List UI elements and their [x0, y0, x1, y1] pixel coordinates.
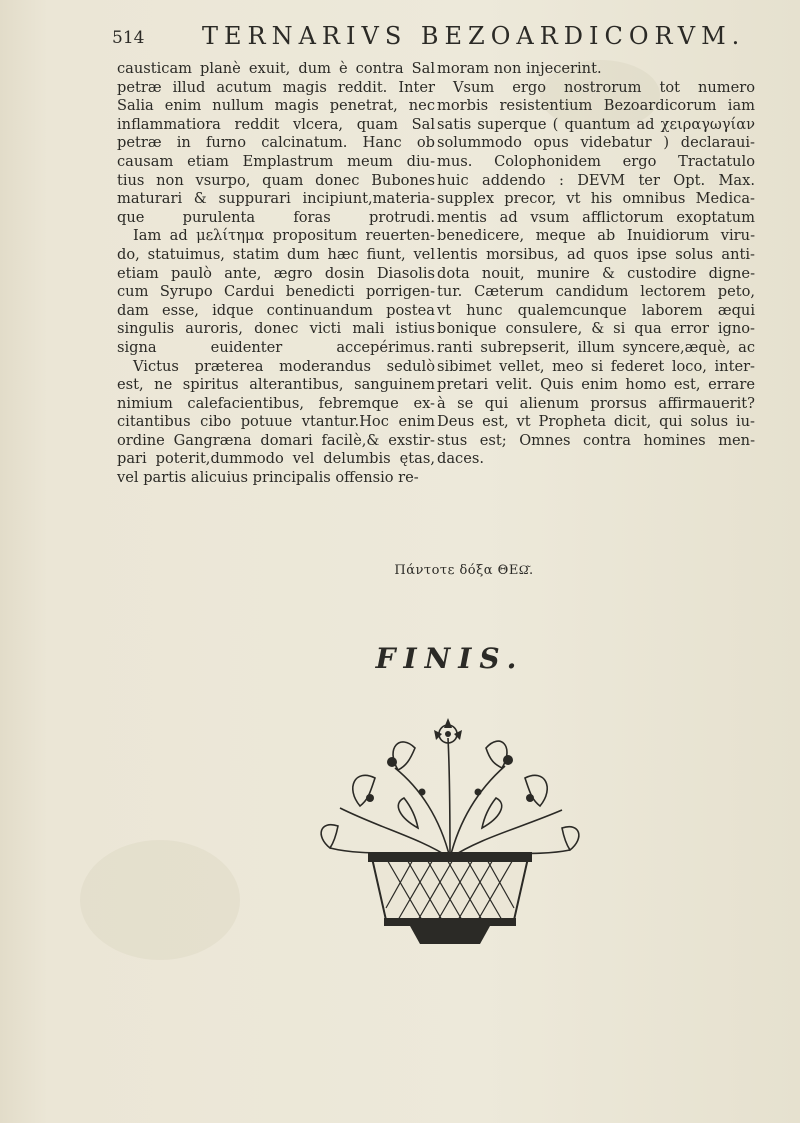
text-line: Salia enim nullum magis penetrat, nec [117, 97, 435, 115]
text-line: petræ in furno calcinatum. Hanc ob [117, 134, 435, 152]
paper-stain [80, 840, 240, 960]
text-line: satis superque ( quantum ad χειραγωγίαν [437, 115, 755, 133]
text-line: tius non vsurpo, quam donec Bubones [117, 171, 435, 189]
text-line: mentis ad vsum afflictorum exoptatum [437, 208, 755, 226]
text-line: stus est; Omnes contra homines men- [437, 431, 755, 449]
text-line: vel partis alicuius principalis offensio re- [117, 469, 419, 487]
text-line: signa euidenter accepérimus. [117, 338, 435, 356]
right-text-column [437, 60, 755, 469]
text-line: singulis auroris, donec victi mali istius [117, 320, 435, 338]
ornament-basket [368, 852, 532, 944]
text-line: bonique consulere, & si qua error igno- [437, 320, 755, 338]
flower-basket-ornament [300, 708, 600, 954]
text-line: huic addendo : DEVM ter Opt. Max. [437, 171, 755, 189]
page-header [112, 22, 792, 56]
text-line: pari poterit,dummodo vel delumbis ętas, [117, 450, 435, 468]
text-line: causticam planè exuit, dum è contra Sal [117, 60, 435, 77]
text-line: Victus præterea moderandus sedulò [133, 357, 435, 375]
text-line: dota nouit, munire & custodire digne- [437, 264, 755, 282]
text-line: sibimet vellet, meo si federet loco, inter- [437, 357, 755, 375]
text-line: ranti subrepserit, illum syncere,æquè, ac [437, 338, 755, 356]
text-line: Deus est, vt Propheta dicit, qui solus iu- [437, 413, 755, 431]
text-line: inflammatiora reddit vlcera, quam Sal [117, 115, 435, 133]
closing-doxology [0, 562, 800, 578]
text-line: maturari & suppurari incipiunt,materia- [117, 190, 435, 208]
closing-doxology-text: Πάντοτε δόξα ΘΕΩ͂. [394, 563, 534, 578]
text-line: daces. [437, 450, 484, 468]
text-line: petræ illud acutum magis reddit. Inter [117, 78, 435, 96]
text-line: supplex precor, vt his omnibus Medica- [437, 190, 755, 208]
left-text-column [117, 60, 435, 488]
text-line: causam etiam Emplastrum meum diu- [117, 152, 435, 170]
text-line: do, statuimus, statim dum hæc fiunt, vel [117, 245, 435, 263]
text-line: Iam ad μελίτημα propositum reuerten- [133, 227, 435, 245]
finis-heading [0, 642, 800, 675]
running-title: TERNARIVS BEZOARDICORVM. [202, 22, 746, 50]
text-line: ordine Gangræna domari facilè,& exstir- [117, 431, 435, 449]
text-line: benedicere, meque ab Inuidiorum viru- [437, 227, 755, 245]
text-line: solummodo opus videbatur ) declaraui- [437, 134, 755, 152]
text-line: tur. Cæterum candidum lectorem peto, [437, 283, 755, 301]
text-line: moram non injecerint. [437, 60, 602, 77]
text-line: dam esse, idque continuandum postea [117, 301, 435, 319]
text-line: vt hunc qualemcunque laborem æqui [437, 301, 755, 319]
text-line: lentis morsibus, ad quos ipse solus anti- [437, 245, 755, 263]
text-line: à se qui alienum prorsus affirmauerit? [437, 394, 755, 412]
ornament-foliage [321, 738, 579, 858]
text-line: est, ne spiritus alterantibus, sanguinem [117, 376, 435, 394]
text-line: mus. Colophonidem ergo Tractatulo [437, 152, 755, 170]
text-line: cum Syrupo Cardui benedicti porrigen- [117, 283, 435, 301]
text-line: nimium calefacientibus, febremque ex- [117, 394, 435, 412]
text-line: etiam paulò ante, ægro dosin Diasolis [117, 264, 435, 282]
text-line: que purulenta foras protrudi. [117, 208, 435, 226]
finis-text: FINIS. [375, 642, 525, 675]
text-line: Vsum ergo nostrorum tot numero [453, 78, 755, 96]
text-line: pretari velit. Quis enim homo est, errare [437, 376, 755, 394]
text-line: morbis resistentium Bezoardicorum iam [437, 97, 755, 115]
text-line: citantibus cibo potuue vtantur.Hoc enim [117, 413, 435, 431]
page-number: 514 [112, 28, 145, 48]
